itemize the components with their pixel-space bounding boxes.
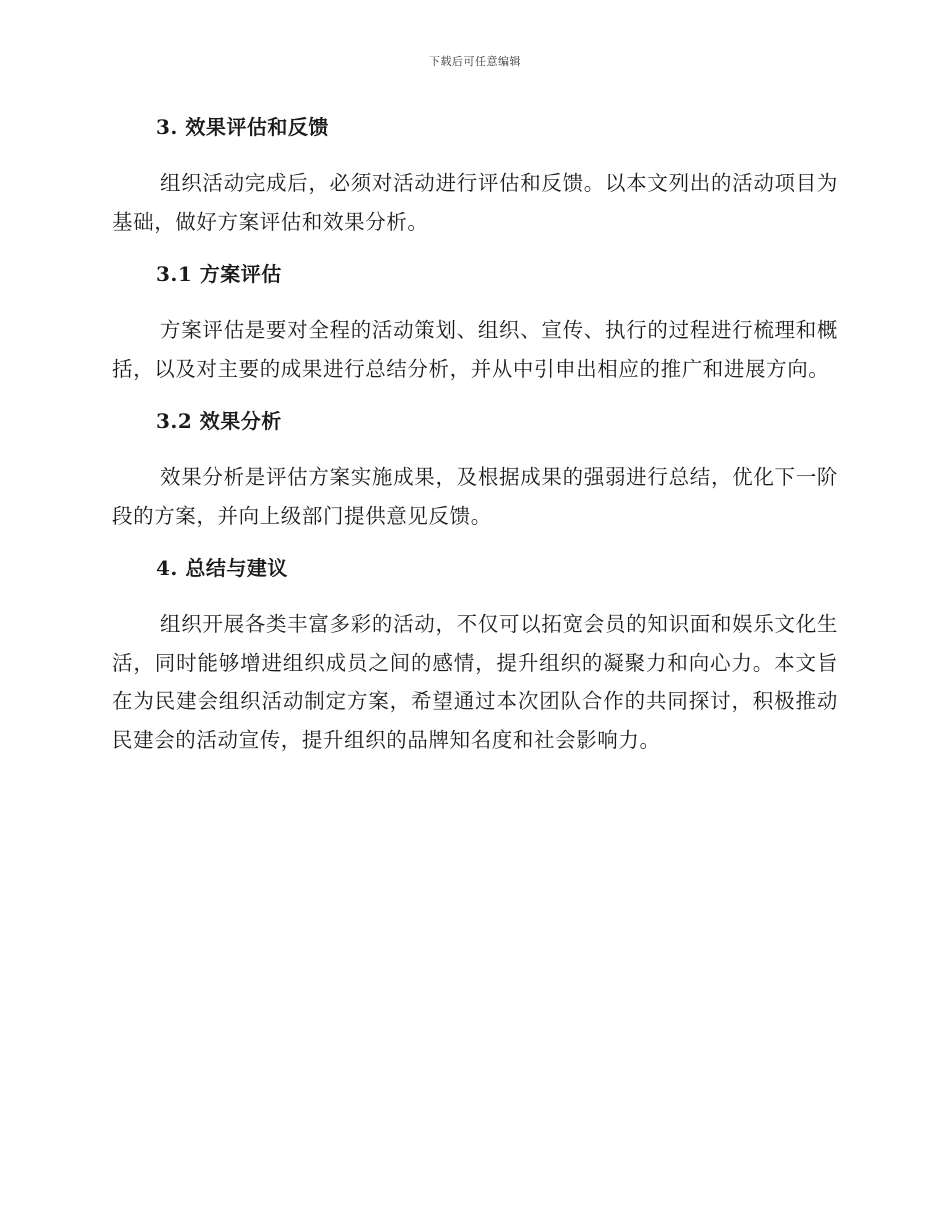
section-paragraph-evaluation-feedback: 组织活动完成后，必须对活动进行评估和反馈。以本文列出的活动项目为基础，做好方案评估和效果分析。	[112, 171, 838, 234]
document-body	[112, 110, 838, 759]
section-heading-summary-suggestions: 4. 总结与建议	[156, 556, 288, 580]
section-paragraph-plan-evaluation: 方案评估是要对全程的活动策划、组织、宣传、执行的过程进行梳理和概括，以及对主要的成果进行总结分析，并从中引申出相应的推广和进展方向。	[112, 318, 838, 381]
section-paragraph-summary-suggestions: 组织开展各类丰富多彩的活动，不仅可以拓宽会员的知识面和娱乐文化生活，同时能够增进组织成员之间的感情，提升组织的凝聚力和向心力。本文旨在为民建会组织活动制定方案，希望通过本次团队合作的共同探讨，积极推动民建会的活动宣传，提升组织的品牌知名度和社会影响力。	[112, 612, 838, 752]
section-heading-evaluation-feedback: 3. 效果评估和反馈	[156, 115, 329, 139]
section-paragraph-effect-analysis: 效果分析是评估方案实施成果，及根据成果的强弱进行总结，优化下一阶段的方案，并向上级部门提供意见反馈。	[112, 465, 838, 528]
section-heading-effect-analysis: 3.2 效果分析	[156, 409, 282, 433]
page-header: 下载后可任意编辑	[429, 55, 521, 68]
section-heading-plan-evaluation: 3.1 方案评估	[156, 262, 282, 286]
